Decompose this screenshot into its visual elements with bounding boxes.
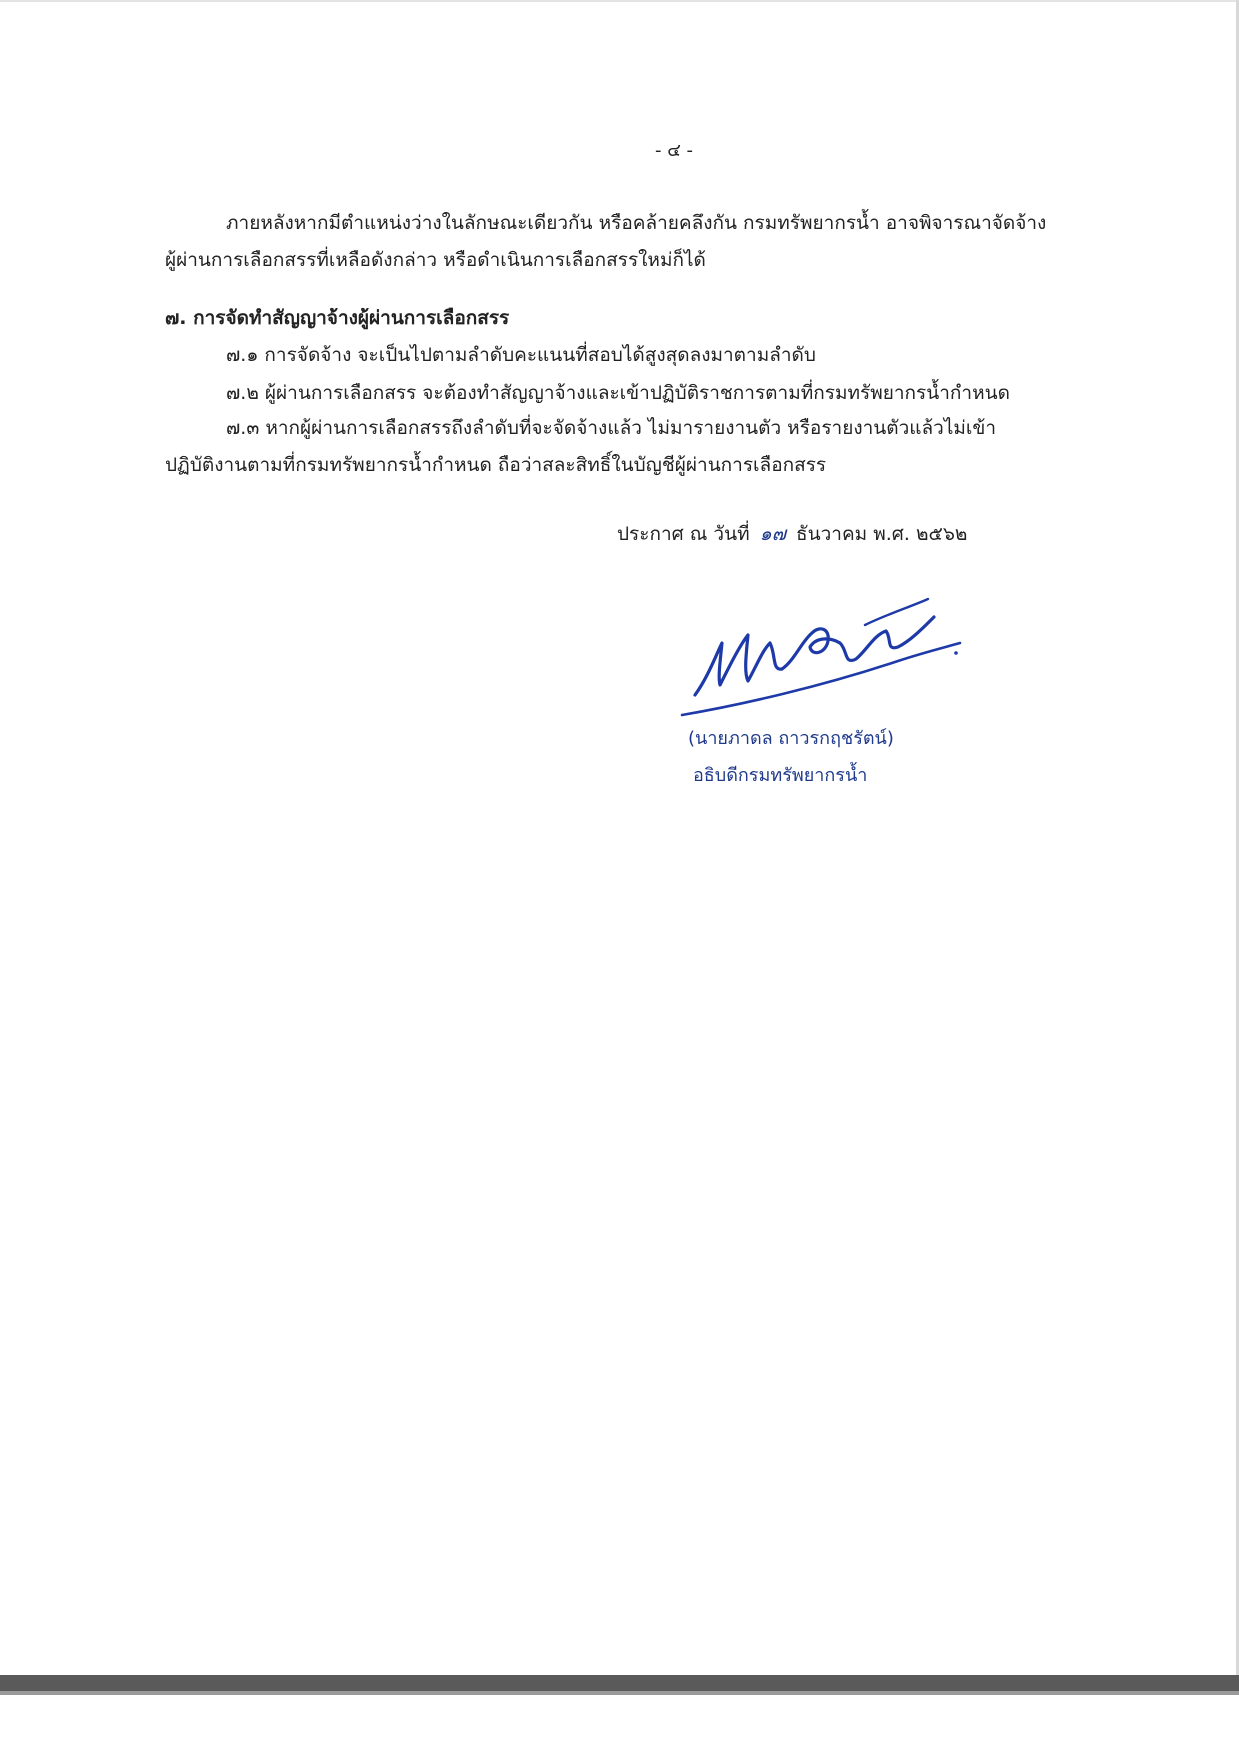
page-number: - ๔ - <box>655 140 694 161</box>
scan-bottom-bar-edge <box>0 1691 1239 1695</box>
list-item-7-3-line-2: ปฏิบัติงานตามที่กรมทรัพยากรน้ำกำหนด ถือว่าสละสิทธิ์ในบัญชีผู้ผ่านการเลือกสรร <box>165 454 827 476</box>
announcement-prefix: ประกาศ ณ วันที่ <box>617 523 750 545</box>
section-heading: ๗. การจัดทำสัญญาจ้างผู้ผ่านการเลือกสรร <box>165 307 510 329</box>
handwritten-signature <box>660 585 980 735</box>
announcement-day: ๑๗ <box>759 523 786 545</box>
list-item-7-1: ๗.๑ การจัดจ้าง จะเป็นไปตามลำดับคะแนนที่สอบได้สูงสุดลงมาตามลำดับ <box>226 344 816 366</box>
announcement-date <box>617 520 967 548</box>
signer-name: (นายภาดล ถาวรกฤชรัตน์) <box>688 728 894 749</box>
signer-title: อธิบดีกรมทรัพยากรน้ำ <box>693 765 868 786</box>
scan-top-edge <box>0 0 1239 2</box>
list-item-7-3-line-1: ๗.๓ หากผู้ผ่านการเลือกสรรถึงลำดับที่จะจัดจ้างแล้ว ไม่มารายงานตัว หรือรายงานตัวแล้วไม่เข้า <box>226 417 997 439</box>
list-item-7-2: ๗.๒ ผู้ผ่านการเลือกสรร จะต้องทำสัญญาจ้างและเข้าปฏิบัติราชการตามที่กรมทรัพยากรน้ำกำหนด <box>226 382 1010 404</box>
scan-bottom-bar <box>0 1675 1239 1691</box>
announcement-month-year: ธันวาคม พ.ศ. ๒๕๖๒ <box>796 523 968 545</box>
paragraph-1-line-1: ภายหลังหากมีตำแหน่งว่างในลักษณะเดียวกัน หรือคล้ายคลึงกัน กรมทรัพยากรน้ำ อาจพิจารณาจัดจ้าง <box>226 212 1047 234</box>
paragraph-1-line-2: ผู้ผ่านการเลือกสรรที่เหลือดังกล่าว หรือดำเนินการเลือกสรรใหม่ก็ได้ <box>165 249 706 271</box>
